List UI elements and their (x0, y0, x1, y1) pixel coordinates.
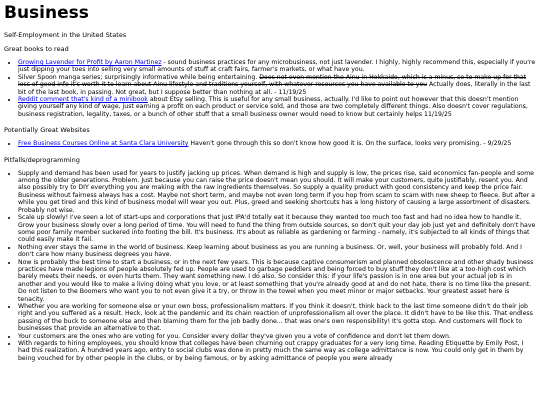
list-item (18, 140, 536, 147)
list-item-text: Actually does, literally in the last bit of the last book, in passing. Not great, but I suppose better than nothing at all. - 11/19/25 (18, 81, 531, 96)
page-subtitle: Self-Employment in the United States (4, 31, 127, 39)
book-list (4, 59, 536, 118)
list-item: • Scale up slowly! I've seen a lot of start-ups and corporations that just IPA'd totally eat it because they wanted too much too fast and had no idea how to handle it. Grow your business slowly over a long period of time. You will need to fund the thing from outside sources, so don't quit your day job just yet and definitely don't have some poor family member suckered into footing the bill. It's business. It's about as reliable as gardening or farming - namely, it's subjected to all kinds of things that could easily make it fail. (18, 214, 536, 244)
list-item: • With regards to hiring employees, you should know that colleges have been churning out crappy graduates for a very long time. Reading Etiquette by Emily Post, I had this realization. A hundred years ago, entry to social clubs was done in pretty much the same way as college admittance is now. You could only get in them by being vouched for by other people in the clubs, or by being famous, or by asking admittance of people you were already (18, 340, 536, 362)
list-item-text: Haven't gone through this so don't know how good it is. On the surface, looks very promising. - 9/29/25 (188, 140, 512, 148)
list-item (18, 74, 536, 96)
list-item-text: about Etsy selling. This is useful for any small business, actually. I'd like to point out however that this doesn't mention giving yourself any kind of wage, just earning a profit on each product or service sold, and those are two completely different things. Also doesn't cover regulations, business registration, legality, taxes, or a bunch of other stuff that a small business owner would need to know but certainly helps 11/19/25 (18, 96, 528, 118)
list-item: • Now is probably the best time to start a business, or in the next few years. This is because captive consumerism and planned obsolescence and other shady business practices have made legions of people absolutely fed up. People are used to garbage peddlers and being forced to buy stuff they don't like at a too-high cost which barely meets their needs, or even hurts them. They want something new. I do also. So consider this: if your life's passion is in one area but your actual job is in another and you would like to make a living doing what you love, or at least something that you're already good at and do not hate, there is no time like the present. Do not listen to the Boomers who want you to not even give it a try, or throw in the towel when you meet minor or major setbacks. Your greatest asset here is tenacity. (18, 259, 536, 303)
section-heading: Potentially Great Websites (4, 126, 90, 135)
section-great-books (4, 45, 536, 118)
list-item-text: Silver Spoon manga series; surprisingly informative while being entertaining. (18, 73, 260, 81)
struck-text: Does not even mention the Ainu in Hokkaido, which is a minus, so to make up for that loss of good info it's worth it to learn about Ainu lifestyle and traditions yourself, with whatever resources you have available to you (18, 73, 527, 89)
section-pitfalls (4, 156, 536, 363)
list-item: • Your customers are the ones who are voting for you. Consider every dollar they've given you a vote of confidence and don't let them down. (18, 333, 536, 340)
website-link-santa-clara[interactable]: Free Business Courses Online at Santa Clara University (18, 140, 189, 148)
section-heading: Great books to read (4, 45, 69, 53)
website-list (4, 140, 536, 147)
list-item-text: - sound business practices for any microbusiness, not just lavender. I highly, highly recommend this, especially if you're just dipping your toes into selling very small amounts of stuff at craft fairs, farmer's markets, or what have you. (18, 59, 536, 74)
list-item: • Nothing ever stays the same in the world of business. Keep learning about business as you are running a business. Or, well, your business will probably fold. And I don't care how many business degrees you have. (18, 244, 536, 259)
page (0, 3, 540, 362)
page-title: Business (4, 3, 89, 23)
book-link-reddit-minibook[interactable]: Reddit comment that's kind of a minibook (18, 96, 148, 104)
list-item: • Supply and demand has been used for years to justify jacking up prices. When demand is high and supply is low, the prices rise, said economics fan-people and some among the older generations. Problem. Just because you can raise the price doesn't mean you should. It will make your customers, quite justifiably, resent you. And also possibly try to DIY everything you are making with the raw ingredients themselves. So supply a quality product with good consistency and keep the price fair. Business without fairness always has a cost. Maybe not short term, and maybe not even long term if you hop from scam to scam with new sheep to fleece. But after a while you get tired and this kind of business model will wear you out. Plus, greed and seeking shortcuts has a long history of causing a large assortment of disasters. Probably not wise. (18, 170, 536, 214)
list-item (18, 59, 536, 74)
list-item: • Whether you are working for someone else or your own boss, professionalism matters. If you think it doesn't, think back to the last time someone didn't do their job right and you suffered as a result. Heck, look at the pandemic and its chain reaction of unprofessionalism all over the place. It didn't have to be like this. That endless passing of the buck to someone else and then blaming them for the job badly done... that was one's own responsibility! It's gotta stop. And customers will flock to businesses that provide an alternative to that. (18, 303, 536, 333)
pitfalls-list (4, 170, 536, 363)
book-link-growing-lavender[interactable]: Growing Lavender for Profit by Aaron Martinez (18, 59, 162, 66)
section-heading: Pitfalls/deprogramming (4, 155, 80, 164)
section-websites (4, 126, 536, 147)
list-item (18, 96, 536, 118)
